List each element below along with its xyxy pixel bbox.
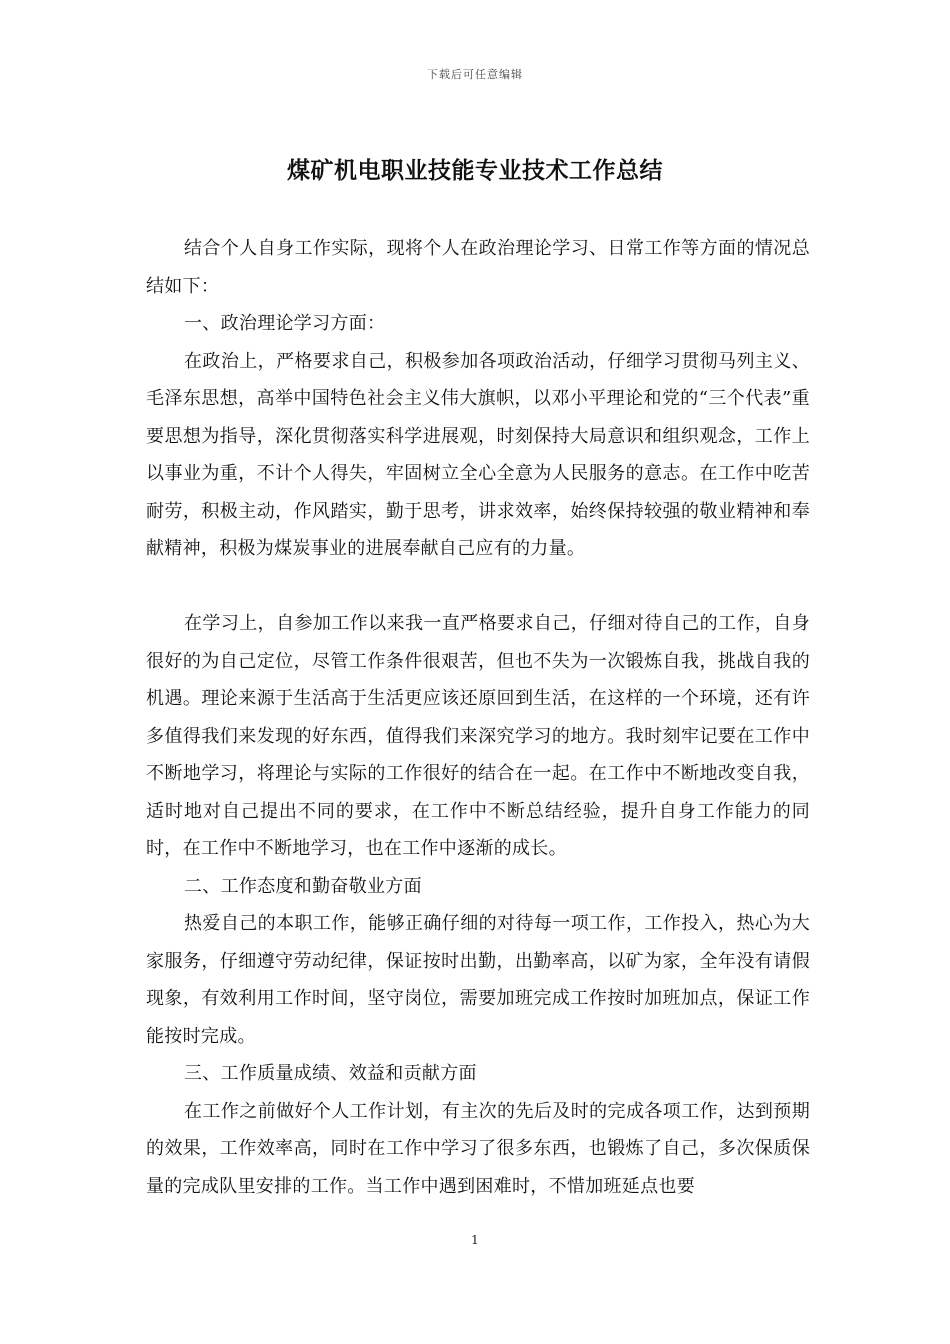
intro-paragraph: 结合个人自身工作实际，现将个人在政治理论学习、日常工作等方面的情况总结如下： (146, 238, 810, 297)
section-heading-work-quality: 三、工作质量成绩、效益和贡献方面 (184, 1063, 477, 1084)
section-heading-political-study: 一、政治理论学习方面： (184, 313, 386, 334)
paragraph-learning: 在学习上，自参加工作以来我一直严格要求自己，仔细对待自己的工作，自身很好的为自己定位，尽管工作条件很艰苦，但也不失为一次锻炼自我，挑战自我的机遇。理论来源于生活高于生活更应该还原回到生活，在这样的一个环境，还有许多值得我们来发现的好东西，值得我们来深究学习的地方。我时刻牢记要在工作中不断地学习，将理论与实际的工作很好的结合在一起。在工作中不断地改变自我，适时地对自己提出不同的要求，在工作中不断总结经验，提升自身工作能力的同时，在工作中不断地学习，也在工作中逐渐的成长。 (146, 613, 810, 859)
blank-line (146, 568, 810, 606)
page-number: 1 (471, 1233, 479, 1247)
page-header-note: 下载后可任意编辑 (427, 68, 523, 81)
section-heading-work-attitude: 二、工作态度和勤奋敬业方面 (184, 875, 422, 897)
document-body (146, 230, 810, 1205)
paragraph-politics: 在政治上，严格要求自己，积极参加各项政治活动，仔细学习贯彻马列主义、毛泽东思想，高举中国特色社会主义伟大旗帜，以邓小平理论和党的“三个代表”重要思想为指导，深化贯彻落实科学进展观，时刻保持大局意识和组织观念，工作上以事业为重，不计个人得失，牢固树立全心全意为人民服务的意志。在工作中吃苦耐劳，积极主动，作风踏实，勤于思考，讲求效率，始终保持较强的敬业精神和奉献精神，积极为煤炭事业的进展奉献自己应有的力量。 (146, 350, 810, 559)
paragraph-work-attitude: 热爱自己的本职工作，能够正确仔细的对待每一项工作，工作投入，热心为大家服务，仔细遵守劳动纪律，保证按时出勤，出勤率高，以矿为家，全年没有请假现象，有效利用工作时间，坚守岗位，需要加班完成工作按时加班加点，保证工作能按时完成。 (146, 913, 810, 1047)
document-title: 煤矿机电职业技能专业技术工作总结 (287, 157, 663, 184)
paragraph-work-quality: 在工作之前做好个人工作计划，有主次的先后及时的完成各项工作，达到预期的效果，工作效率高，同时在工作中学习了很多东西，也锻炼了自己，多次保质保量的完成队里安排的工作。当工作中遇到困难时，不惜加班延点也要 (146, 1100, 810, 1197)
